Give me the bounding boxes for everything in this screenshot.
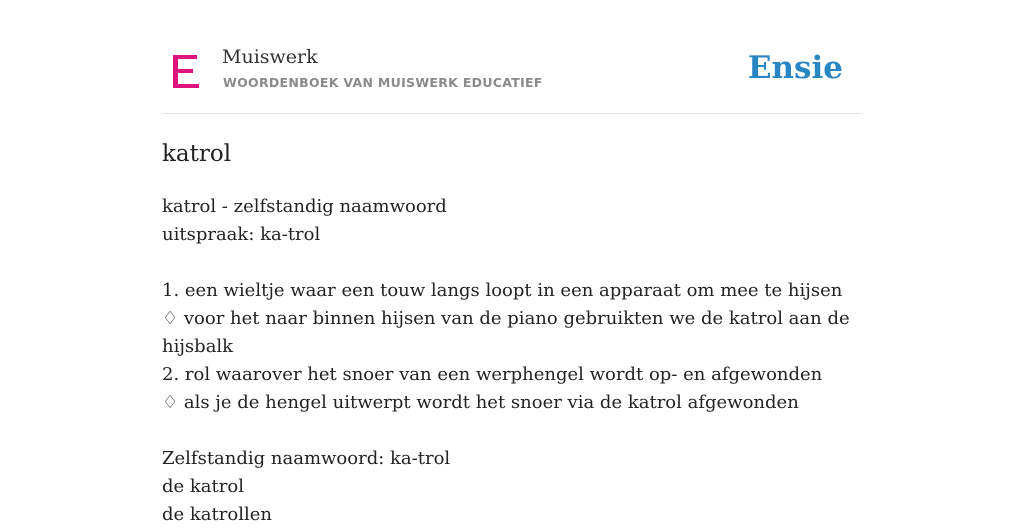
definition-line: ♢ als je de hengel uitwerpt wordt het snoer via de katrol afgewonden [162,392,799,413]
definition-line: de katrollen [162,504,272,525]
definition-blank-line [162,417,862,445]
definition-blank-line [162,249,862,277]
site-tagline: WOORDENBOEK VAN MUISWERK EDUCATIEF [223,75,543,90]
definition-line: 2. rol waarover het snoer van een werphengel wordt op- en afgewonden [162,364,823,385]
logo-bar-top [173,55,197,59]
main-container [162,0,862,529]
definition-body [162,193,862,529]
muiswerk-logo-icon[interactable] [173,55,199,88]
entry-title: katrol [162,141,232,167]
definition-line: 1. een wieltje waar een touw langs loopt in een apparaat om mee te hijsen [162,280,843,301]
definition-line: Zelfstandig naamwoord: ka-trol [162,448,451,469]
definition-line: ♢ voor het naar binnen hijsen van de piano gebruikten we de katrol aan de hijsbalk [162,308,856,357]
ensie-logo-link[interactable]: Ensie [747,50,843,86]
definition-line: uitspraak: ka-trol [162,224,321,245]
logo-bar-bottom [173,84,199,88]
site-name-link[interactable]: Muiswerk [222,46,318,68]
definition-line: de katrol [162,476,244,497]
definition-line: katrol - zelfstandig naamwoord [162,196,447,217]
site-header [162,0,862,114]
logo-bar-middle [173,69,193,73]
